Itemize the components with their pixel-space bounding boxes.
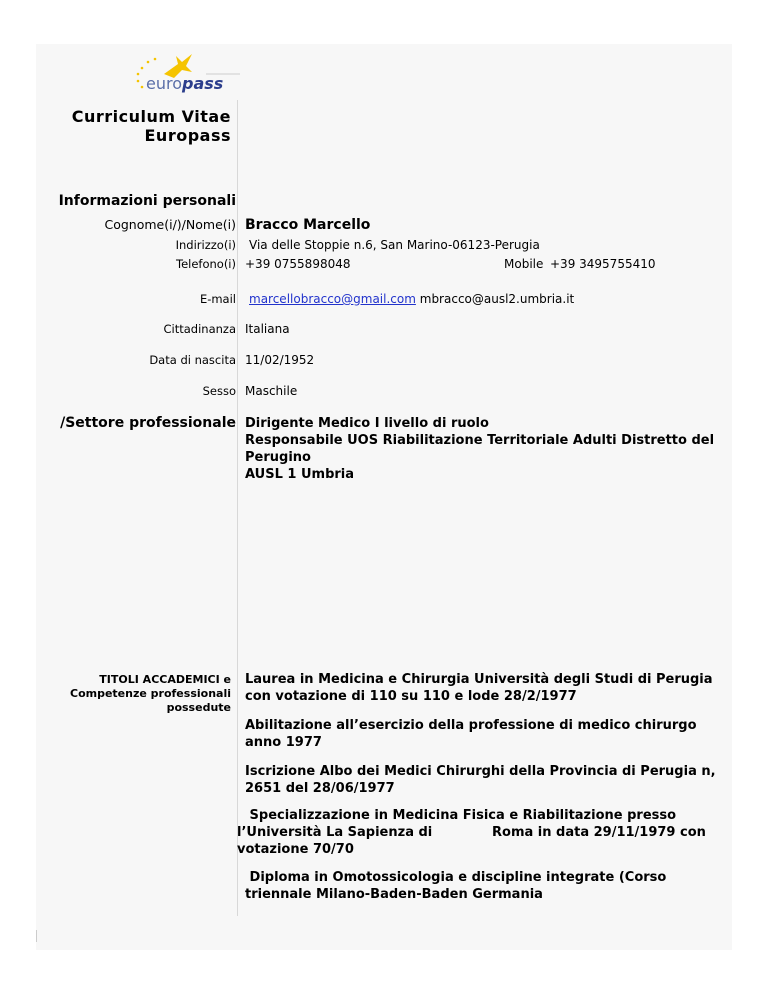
citizenship-label: Cittadinanza xyxy=(163,322,236,336)
email-row xyxy=(249,292,574,306)
europass-logo xyxy=(130,52,240,94)
sex-label: Sesso xyxy=(202,384,236,398)
phone-label: Telefono(i) xyxy=(176,257,236,271)
logo-text-bold: pass xyxy=(182,74,224,93)
name-label: Cognome(i/)/Nome(i) xyxy=(104,217,236,232)
title-item-diploma-line2: triennale Milano-Baden-Baden Germania xyxy=(245,887,543,902)
email-secondary: mbracco@ausl2.umbria.it xyxy=(419,292,575,306)
margin-mark xyxy=(36,930,37,942)
title-item-specialization-line2b: Roma in data 29/11/1979 con xyxy=(492,825,706,840)
title-item-registry-line1: Iscrizione Albo dei Medici Chirurghi della Provincia di Perugia n, xyxy=(245,764,716,779)
titles-label-line2: Competenze professionali xyxy=(70,687,231,700)
title-item-registry-line2: 2651 del 28/06/1977 xyxy=(245,781,395,796)
mobile-label: Mobile xyxy=(504,257,544,271)
titles-label xyxy=(70,673,231,715)
birth-value: 11/02/1952 xyxy=(245,353,315,367)
title-item-license-line1: Abilitazione all’esercizio della professione di medico chirurgo xyxy=(245,718,697,733)
email-primary-link[interactable]: marcellobracco@gmail.com xyxy=(249,292,416,306)
sex-value: Maschile xyxy=(245,384,298,398)
title-item-registry xyxy=(245,763,725,797)
title-item-degree xyxy=(245,671,725,705)
sector-line1: Dirigente Medico I livello di ruolo xyxy=(245,416,489,431)
title-item-specialization-line1: Specializzazione in Medicina Fisica e Riabilitazione presso xyxy=(245,808,677,823)
birth-label: Data di nascita xyxy=(149,353,236,367)
sector-line4: AUSL 1 Umbria xyxy=(245,467,355,482)
titles-label-line3: possedute xyxy=(166,701,231,714)
name-value: Bracco Marcello xyxy=(245,217,371,233)
sector-label: /Settore professionale xyxy=(60,415,236,431)
section-header-personal: Informazioni personali xyxy=(58,193,236,209)
title-item-specialization-line2a: l’Università La Sapienza di xyxy=(237,825,433,840)
sector-line3: Perugino xyxy=(245,450,311,465)
address-value: Via delle Stoppie n.6, San Marino-06123-Perugia xyxy=(249,238,540,252)
mobile-value: +39 3495755410 xyxy=(550,257,656,271)
logo-text-light: euro xyxy=(146,74,182,93)
title-item-diploma-line1: Diploma in Omotossicologia e discipline integrate (Corso xyxy=(245,870,667,885)
email-label: E-mail xyxy=(199,292,236,306)
doc-title-line2: Europass xyxy=(144,126,231,145)
title-item-degree-line2: con votazione di 110 su 110 e lode 28/2/1977 xyxy=(245,689,577,704)
address-label: Indirizzo(i) xyxy=(175,238,236,252)
titles-label-line1: TITOLI ACCADEMICI e xyxy=(99,673,231,686)
phone-value: +39 0755898048 xyxy=(245,257,351,271)
sector-line2: Responsabile UOS Riabilitazione Territoriale Adulti Distretto del xyxy=(245,433,715,448)
sector-block xyxy=(245,415,725,483)
title-item-license xyxy=(245,717,725,751)
doc-title-line1: Curriculum Vitae xyxy=(71,107,231,126)
column-divider xyxy=(237,100,238,916)
title-item-specialization-line3: votazione 70/70 xyxy=(237,842,354,857)
title-item-degree-line1: Laurea in Medicina e Chirurgia Università degli Studi di Perugia xyxy=(245,672,713,687)
logo-wordmark xyxy=(146,74,223,93)
title-item-license-line2: anno 1977 xyxy=(245,735,322,750)
citizenship-value: Italiana xyxy=(245,322,290,336)
